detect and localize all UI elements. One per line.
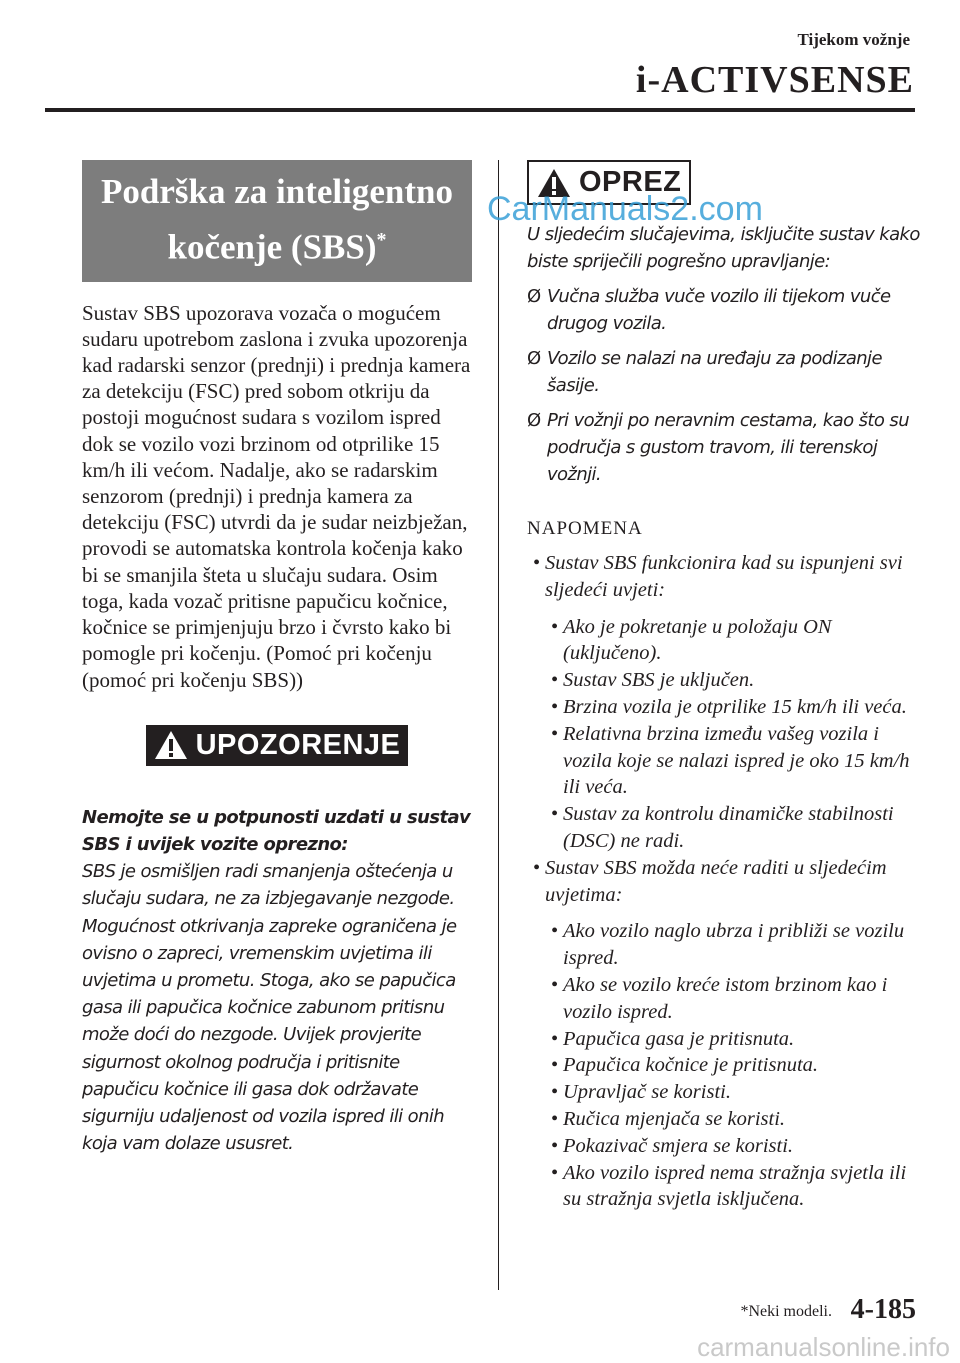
- note-subitem-text: Papučica kočnice je pritisnuta.: [563, 1054, 819, 1077]
- caution-label-text: OPREZ: [579, 166, 682, 198]
- note-subitem-text: Sustav za kontrolu dinamičke stabilnosti (DSC) ne radi.: [563, 803, 894, 852]
- note-sublist: [547, 918, 922, 1213]
- heading-line-2-text: kočenje (SBS): [167, 227, 377, 267]
- note-subitem: [547, 1133, 922, 1160]
- bullet-dot: •: [551, 803, 559, 826]
- bullet-dot: •: [551, 1107, 559, 1130]
- arrow-bullet-icon: Ø: [527, 348, 541, 369]
- bullet-dot: •: [551, 669, 559, 692]
- heading-line-2: [92, 216, 462, 272]
- warning-label-text: UPOZORENJE: [195, 728, 401, 761]
- bullet-dot: •: [551, 1081, 559, 1104]
- section-title: Tijekom vožnje: [797, 30, 910, 49]
- bullet-dot: •: [551, 695, 559, 718]
- caution-item: [527, 345, 922, 399]
- note-subitem-text: Ako je pokretanje u položaju ON (uključeno).: [563, 615, 832, 665]
- section-heading: [82, 160, 472, 282]
- warning-text: [82, 804, 472, 1158]
- note-subitem: [547, 918, 922, 972]
- note-subitem: [547, 801, 922, 855]
- note-subitem-text: Brzina vozila je otprilike 15 km/h ili veća.: [563, 695, 907, 718]
- caution-item-text: Vozilo se nalazi na uređaju za podizanje šasije.: [547, 348, 882, 396]
- warning-triangle-icon: [154, 730, 188, 760]
- warning-block: [82, 725, 472, 766]
- bullet-dot: •: [551, 615, 559, 638]
- caution-intro: U sljedećim slučajevima, isključite sustav kako biste spriječili pogrešno upravljanje:: [527, 224, 920, 272]
- note-item-text: Sustav SBS možda neće raditi u sljedećim uvjetima:: [545, 856, 887, 906]
- chapter-title: i-ACTIVSENSE: [635, 59, 914, 101]
- note-subitem: [547, 694, 922, 721]
- note-subitem-text: Upravljač se koristi.: [563, 1081, 731, 1104]
- footnote: *Neki modeli.: [740, 1303, 832, 1320]
- bullet-dot: •: [551, 722, 559, 745]
- note-subitem-text: Ako vozilo naglo ubrza i približi se vozilu ispred.: [563, 920, 905, 970]
- note-item-text: Sustav SBS funkcionira kad su ispunjeni svi sljedeći uvjeti:: [545, 552, 903, 601]
- note-title: NAPOMENA: [527, 518, 643, 539]
- note-subitem-text: Papučica gasa je pritisnuta.: [563, 1027, 795, 1050]
- note-subitem-text: Ako vozilo ispred nema stražnja svjetla ili su stražnja svjetla isključena.: [563, 1161, 907, 1211]
- warning-body-text: SBS je osmišljen radi smanjenja oštećenja u slučaju sudara, ne za izbjegavanje nezgode. Mogućnost otkrivanja zapreke ograničena je ovisno o zapreci, vremenskim uvjetima ili uvjetima u prometu. Stoga, ako se papučica gasa ili papučica kočnice zabunom pritisnu može doći do nezgode. Uvijek provjerite sigurnost okolnog područja i pritisnite papučicu kočnice ili gasa dok održavate sigurniju udaljenost od vozila ispred ili onih koja vam dolaze ususret.: [82, 861, 457, 1155]
- bullet-dot: •: [533, 552, 541, 574]
- arrow-bullet-icon: Ø: [527, 286, 541, 307]
- site-watermark: carmanualsonline.info: [697, 1332, 950, 1362]
- note-subitem: [547, 1160, 922, 1214]
- bullet-dot: •: [533, 856, 541, 879]
- note-subitem-text: Sustav SBS je uključen.: [563, 669, 755, 692]
- heading-line-1: Podrška za inteligentno: [101, 172, 453, 211]
- note-subitem-text: Pokazivač smjera se koristi.: [563, 1134, 794, 1157]
- caution-item-text: Vučna služba vuče vozilo ili tijekom vuče drugog vozila.: [547, 286, 891, 334]
- note-subitem: [547, 1106, 922, 1133]
- caution-item: [527, 283, 922, 337]
- intro-paragraph: Sustav SBS upozorava vozača o mogućem sudaru upotrebom zaslona i zvuka upozorenja kad radarski senzor (prednji) i prednja kamera za detekciju (FSC) pred sobom otkriju da postoji mogućnost sudara s vozilom ispred dok se vozilo vozi brzinom od otprilike 15 km/h ili većom. Nadalje, ako se radarskim senzorom (prednji) i prednja kamera za detekciju (FSC) utvrdi da je sudar neizbježan, provodi se automatska kontrola kočenja kako bi se smanjila šteta u slučaju sudara. Osim toga, kada vozač pritisne papučicu kočnice, kočnice se primjenjuju brzo i čvrsto kako bi pomogle pri kočenju. (Pomoć pri kočenju (pomoć pri kočenju SBS)): [82, 300, 471, 692]
- note-subitem: [547, 1026, 922, 1053]
- note-subitem: [547, 721, 922, 801]
- note-subitem: [547, 667, 922, 694]
- warning-bold-text: Nemojte se u potpunosti uzdati u sustav SBS i uvijek vozite oprezno:: [82, 806, 471, 855]
- column-divider: [498, 160, 499, 1290]
- bullet-dot: •: [551, 1027, 559, 1050]
- arrow-bullet-icon: Ø: [527, 410, 541, 431]
- bullet-dot: •: [551, 1134, 559, 1157]
- left-column: [82, 160, 472, 1157]
- asterisk-mark: *: [376, 229, 387, 251]
- note-item: [529, 855, 922, 909]
- note-item: [529, 550, 922, 604]
- caution-item-text: Pri vožnji po neravnim cestama, kao što su područja s gustom travom, ili terenskoj vožnji.: [547, 410, 910, 485]
- warning-label: [146, 725, 409, 766]
- note-subitem: [547, 1052, 922, 1079]
- bullet-dot: •: [551, 973, 559, 996]
- note-subitem-text: Relativna brzina između vašeg vozila i vozila koje se nalazi ispred je oko 15 km/h ili veća.: [563, 722, 910, 799]
- watermark: CarManuals2.com: [487, 190, 763, 228]
- note-body: [527, 550, 922, 1213]
- note-subitem: [547, 614, 922, 668]
- caution-text: [527, 221, 922, 488]
- right-column: [527, 160, 922, 1213]
- caution-item: [527, 407, 922, 488]
- note-subitem: [547, 1079, 922, 1106]
- bullet-dot: •: [551, 920, 559, 943]
- header-rule: [45, 108, 915, 112]
- bullet-dot: •: [551, 1161, 559, 1184]
- note-sublist: [547, 614, 922, 855]
- note-subitem-text: Ručica mjenjača se koristi.: [563, 1107, 786, 1130]
- note-subitem: [547, 972, 922, 1026]
- bullet-dot: •: [551, 1054, 559, 1077]
- note-subitem-text: Ako se vozilo kreće istom brzinom kao i vozilo ispred.: [563, 973, 888, 1023]
- page-number: 4-185: [850, 1294, 916, 1325]
